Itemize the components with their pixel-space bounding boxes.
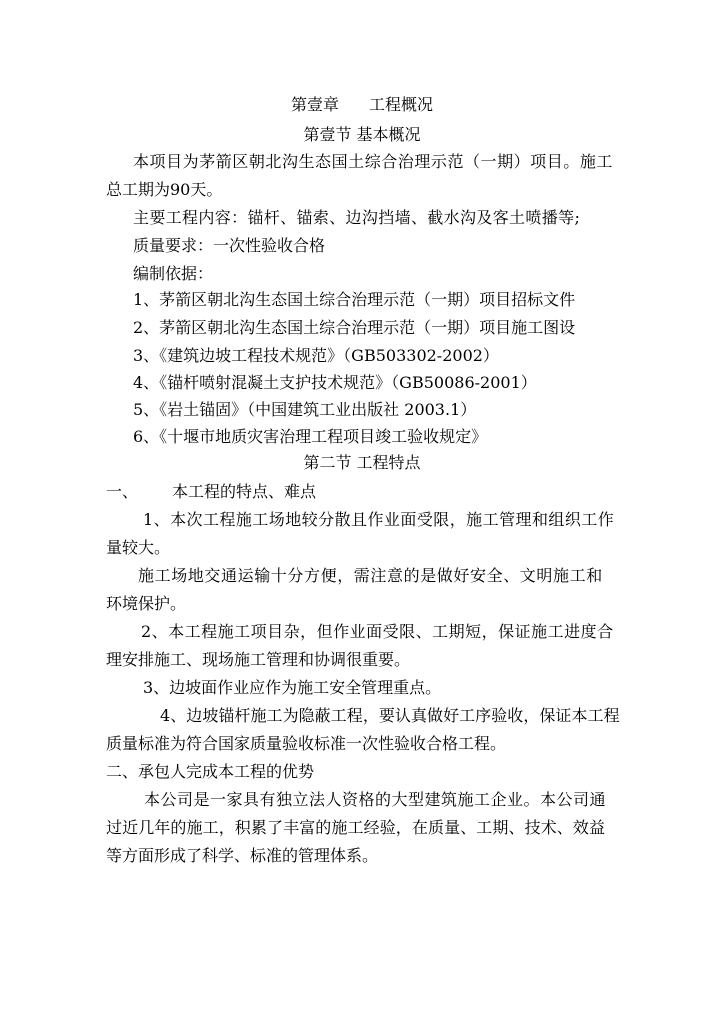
para3-line-1: 2、本工程施工项目杂，但作业面受限、工期短，保证施工进度合 xyxy=(141,622,614,641)
main-content-line: 主要工程内容：锚杆、锚索、边沟挡墙、截水沟及客土喷播等; xyxy=(133,208,581,227)
para6-line-1: 本公司是一家具有独立法人资格的大型建筑施工企业。本公司通 xyxy=(144,790,607,809)
basis-item: 2、茅箭区朝北沟生态国土综合治理示范（一期）项目施工图设 xyxy=(133,318,576,337)
chapter-number: 第壹章 xyxy=(290,95,339,114)
para2-line-2: 环境保护。 xyxy=(106,594,187,613)
chapter-name: 工程概况 xyxy=(369,95,434,114)
heading-1 xyxy=(106,482,316,502)
chapter-title xyxy=(0,95,724,115)
para3-line-2: 理安排施工、现场施工管理和协调很重要。 xyxy=(106,650,411,669)
basis-item: 3、《建筑边坡工程技术规范》（GB503302-2002） xyxy=(133,346,499,365)
basis-item: 4、《锚杆喷射混凝土支护技术规范》（GB50086-2001） xyxy=(133,373,537,392)
intro-line-2: 总工期为90天。 xyxy=(106,180,223,199)
para6-line-3: 等方面形成了科学、标准的管理体系。 xyxy=(106,846,379,865)
section1-title: 第壹节 基本概况 xyxy=(303,125,421,144)
basis-item: 5、《岩土锚固》（中国建筑工业出版社 2003.1） xyxy=(133,400,477,419)
basis-item: 6、《十堰市地质灾害治理工程项目竣工验收规定》 xyxy=(133,427,488,446)
basis-item: 1、茅箭区朝北沟生态国土综合治理示范（一期）项目招标文件 xyxy=(133,290,576,309)
para4-line: 3、边坡面作业应作为施工安全管理重点。 xyxy=(143,678,442,697)
heading-2: 二、承包人完成本工程的优势 xyxy=(106,762,315,781)
para5-line-2: 质量标准为符合国家质量验收标准一次性验收合格工程。 xyxy=(106,734,507,753)
quality-line: 质量要求：一次性验收合格 xyxy=(133,236,326,255)
para2-line-1: 施工场地交通运输十分方便，需注意的是做好安全、文明施工和 xyxy=(138,566,603,585)
para1-line-2: 量较大。 xyxy=(106,538,171,557)
para1-line-1: 1、本次工程施工场地较分散且作业面受限，施工管理和组织工作 xyxy=(143,510,615,529)
para5-line-1: 4、边坡锚杆施工为隐蔽工程，要认真做好工序验收，保证本工程 xyxy=(160,706,620,725)
para6-line-2: 过近几年的施工，积累了丰富的施工经验，在质量、工期、技术、效益 xyxy=(106,818,606,837)
heading-1-number: 一、 xyxy=(106,482,139,501)
section2-title: 第二节 工程特点 xyxy=(303,453,421,472)
intro-line-1: 本项目为茅箭区朝北沟生态国土综合治理示范（一期）项目。施工 xyxy=(133,152,613,171)
heading-1-text: 本工程的特点、难点 xyxy=(172,482,317,501)
basis-label: 编制依据： xyxy=(133,264,214,283)
